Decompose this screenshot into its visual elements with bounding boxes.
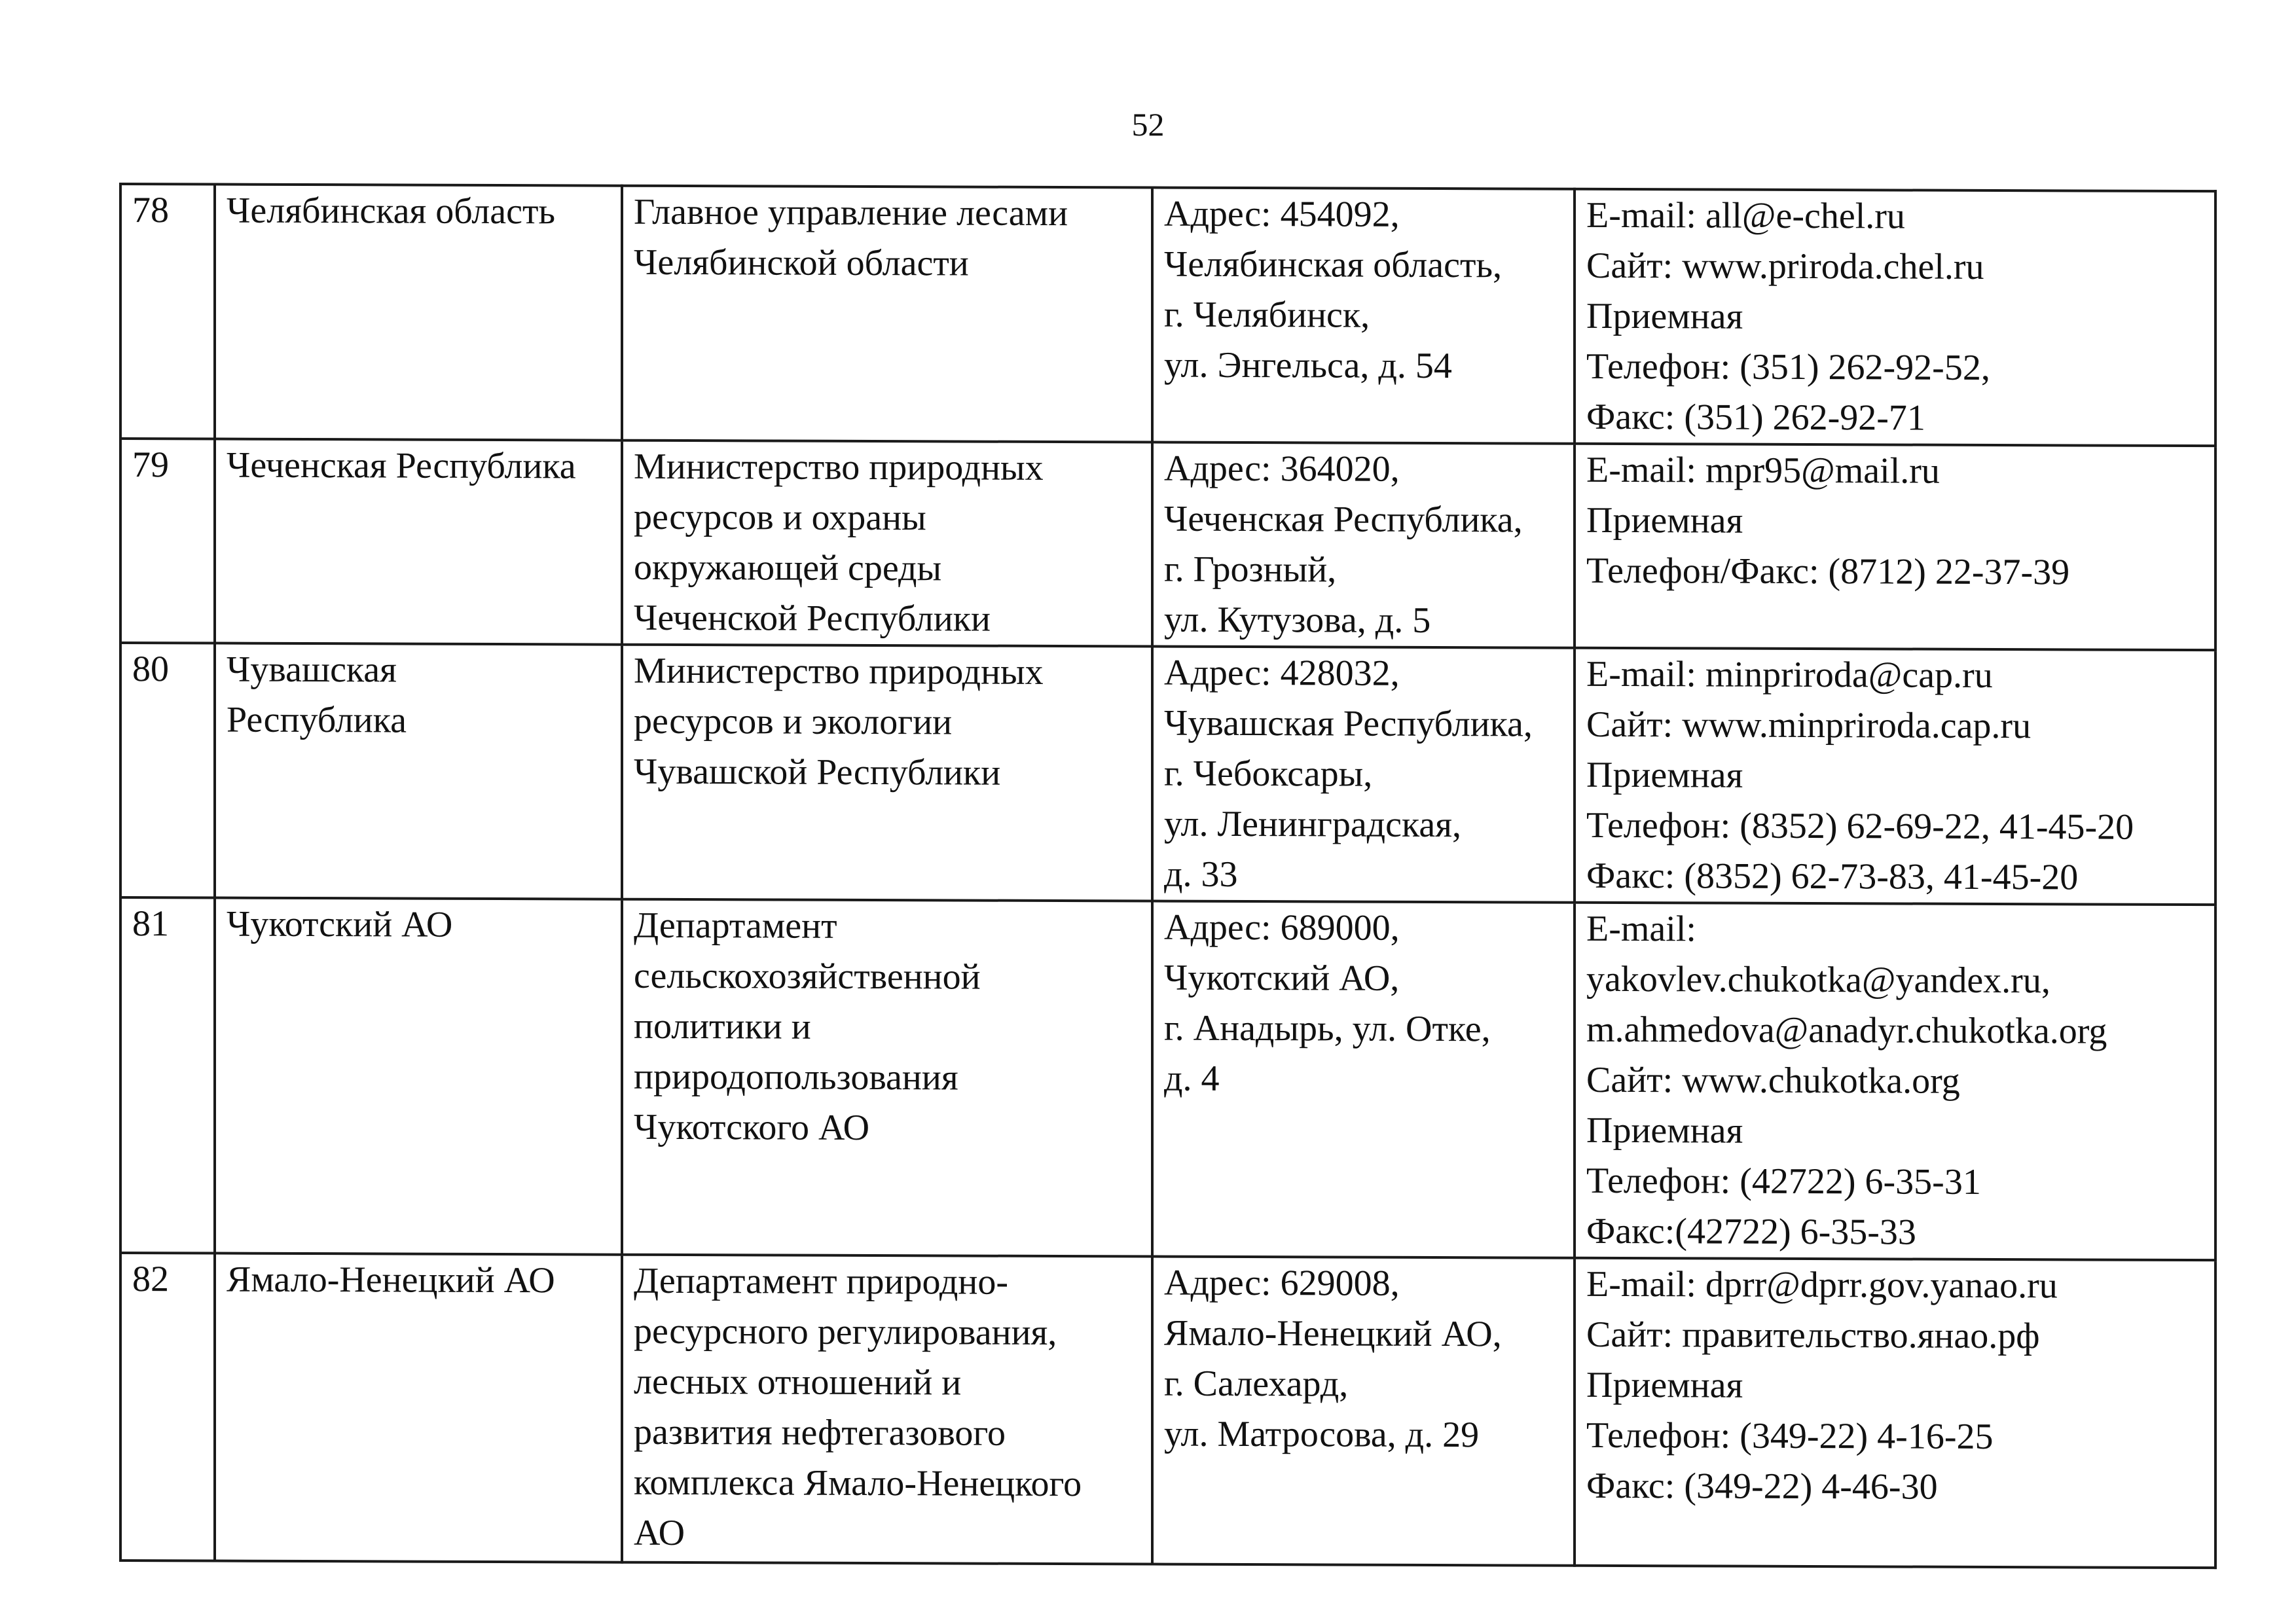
organization-line: Чувашской Республики (634, 751, 1001, 793)
organization-line: Чукотского АО (634, 1106, 870, 1149)
region-line: Ямало-Ненецкий АО (227, 1259, 555, 1301)
region-line: Чеченская Республика (227, 444, 576, 487)
region-cell (215, 1254, 622, 1562)
organization-line: Департамент (634, 905, 837, 947)
address-line: Адрес: 454092, (1164, 193, 1400, 235)
phone-line: Телефон: (351) 262-92-52, (1586, 346, 1990, 388)
row-number: 81 (120, 897, 215, 1254)
contacts-cell (1575, 189, 2215, 446)
organization-line: окружающей среды (634, 547, 942, 589)
phone-line: Телефон: (8352) 62-69-22, 41-45-20 (1586, 804, 2134, 848)
address-cell (1152, 901, 1575, 1258)
page-number: 52 (1131, 106, 1165, 143)
website-line: Сайт: правительство.янао.рф (1586, 1314, 2040, 1357)
organization-cell (622, 645, 1152, 901)
address-line: ул. Кутузова, д. 5 (1164, 599, 1431, 641)
row-number: 78 (120, 184, 215, 439)
table-row (120, 643, 2215, 905)
email-line: E-mail: all@e-chel.ru (1586, 194, 1905, 237)
address-line: ул. Ленинградская, (1164, 803, 1461, 846)
fax-line: Факс: (8352) 62-73-83, 41-45-20 (1586, 855, 2079, 898)
website-line: Сайт: www.priroda.chel.ru (1586, 245, 1984, 287)
organization-line: Главное управление лесами (634, 191, 1068, 234)
address-line: Ямало-Ненецкий АО, (1164, 1312, 1502, 1355)
address-line: Челябинская область, (1164, 244, 1502, 286)
row-number: 79 (120, 439, 215, 643)
contacts-cell (1575, 1258, 2215, 1568)
email-line: m.ahmedova@anadyr.chukotka.org (1586, 1009, 2107, 1052)
address-line: Адрес: 689000, (1164, 907, 1400, 948)
organization-cell (622, 1255, 1152, 1564)
region-cell (215, 898, 622, 1255)
reception-line: Приемная (1586, 1110, 1743, 1151)
table-row (120, 184, 2215, 446)
phone-line: Телефон: (349-22) 4-16-25 (1586, 1415, 1994, 1457)
address-line: Чувашская Республика, (1164, 702, 1533, 745)
address-line: г. Чебоксары, (1164, 753, 1373, 795)
organization-line: Челябинской области (634, 242, 969, 284)
email-label-line: E-mail: (1586, 908, 1696, 950)
organization-line: лесных отношений и (634, 1361, 962, 1403)
reception-line: Приемная (1586, 1364, 1743, 1406)
address-line: ул. Энгельса, д. 54 (1164, 344, 1452, 387)
organization-line: сельскохозяйственной (634, 955, 981, 998)
organization-line: Министерство природных (634, 650, 1044, 693)
table-row (120, 1253, 2215, 1568)
organization-line: развития нефтегазового (634, 1411, 1006, 1454)
address-line: Адрес: 364020, (1164, 448, 1400, 490)
agency-directory-table (119, 183, 2217, 1569)
website-line: Сайт: www.chukotka.org (1586, 1059, 1960, 1102)
region-cell (215, 643, 622, 899)
organization-line: комплекса Ямало-Ненецкого (634, 1462, 1082, 1505)
email-line: E-mail: mpr95@mail.ru (1586, 449, 1940, 492)
fax-line: Факс: (349-22) 4-46-30 (1586, 1465, 1938, 1507)
table-row (120, 439, 2215, 650)
reception-line: Приемная (1586, 499, 1743, 541)
region-cell (215, 439, 622, 645)
region-line: Чувашская (227, 649, 397, 691)
address-line: Чукотский АО, (1164, 957, 1400, 999)
address-line: д. 4 (1164, 1058, 1220, 1099)
organization-line: Департамент природно- (634, 1260, 1009, 1303)
organization-line: Министерство природных (634, 446, 1044, 488)
organization-line: АО (634, 1512, 685, 1554)
address-line: Чеченская Республика, (1164, 498, 1523, 541)
email-line: E-mail: minpriroda@cap.ru (1586, 653, 1993, 696)
email-line: yakovlev.chukotka@yandex.ru, (1586, 958, 2050, 1001)
organization-line: политики и (634, 1005, 811, 1047)
region-line: Республика (227, 699, 407, 741)
organization-line: ресурсов и экологии (634, 700, 953, 743)
region-line: Чукотский АО (227, 903, 453, 945)
organization-line: ресурсов и охраны (634, 496, 926, 539)
contacts-cell (1575, 444, 2215, 650)
address-line: Адрес: 629008, (1164, 1262, 1400, 1304)
address-line: ул. Матросова, д. 29 (1164, 1413, 1480, 1456)
address-cell (1152, 188, 1575, 444)
organization-line: Чеченской Республики (634, 597, 991, 640)
reception-line: Приемная (1586, 295, 1743, 337)
website-line: Сайт: www.minpriroda.cap.ru (1586, 704, 2032, 747)
address-line: Адрес: 428032, (1164, 652, 1400, 694)
organization-line: ресурсного регулирования, (634, 1310, 1057, 1353)
contacts-cell (1575, 903, 2215, 1260)
address-line: г. Салехард, (1164, 1363, 1349, 1405)
address-line: д. 33 (1164, 854, 1238, 895)
phone-fax-line: Телефон/Факс: (8712) 22-37-39 (1586, 550, 2070, 593)
contacts-cell (1575, 648, 2215, 905)
row-number: 80 (120, 643, 215, 898)
reception-line: Приемная (1586, 754, 1743, 796)
address-cell (1152, 647, 1575, 903)
phone-line: Телефон: (42722) 6-35-31 (1586, 1160, 1981, 1202)
organization-cell (622, 441, 1152, 647)
fax-line: Факс:(42722) 6-35-33 (1586, 1210, 1916, 1253)
address-line: г. Грозный, (1164, 549, 1337, 590)
fax-line: Факс: (351) 262-92-71 (1586, 396, 1925, 439)
email-line: E-mail: dprr@dprr.gov.yanao.ru (1586, 1263, 2058, 1307)
address-cell (1152, 442, 1575, 648)
address-line: г. Анадырь, ул. Отке, (1164, 1007, 1491, 1050)
organization-cell (622, 899, 1152, 1257)
organization-line: природопользования (634, 1056, 958, 1098)
row-number: 82 (120, 1253, 215, 1561)
address-cell (1152, 1257, 1575, 1566)
organization-cell (622, 186, 1152, 442)
address-line: г. Челябинск, (1164, 294, 1370, 336)
region-line: Челябинская область (227, 190, 555, 232)
table-row (120, 897, 2215, 1260)
region-cell (215, 185, 622, 441)
